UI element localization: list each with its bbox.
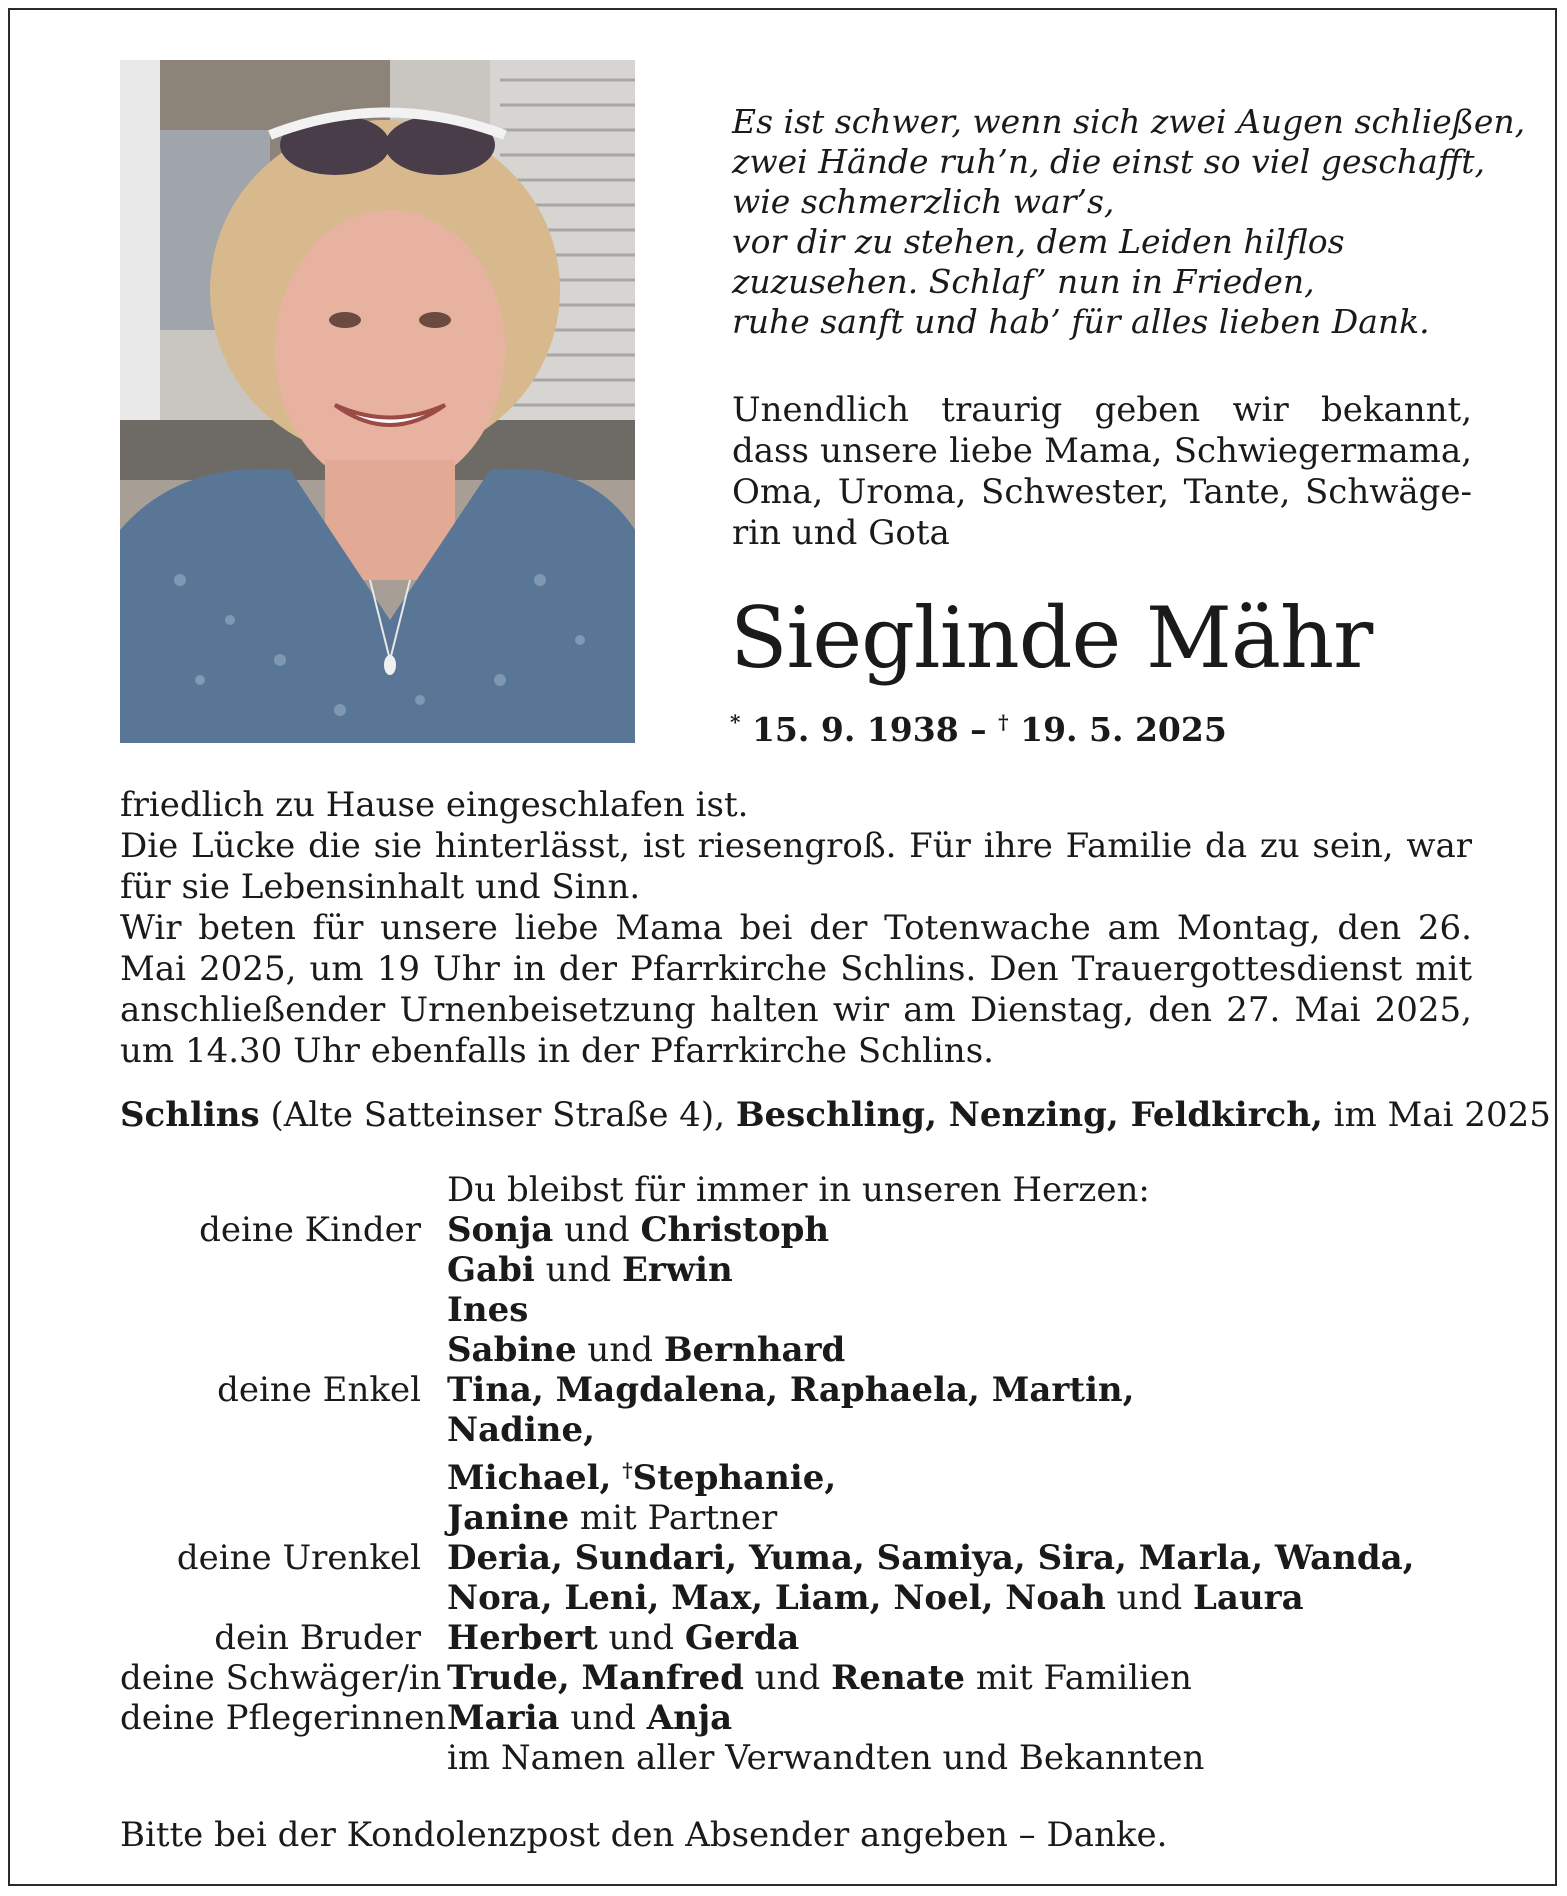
poem-line: vor dir zu stehen, dem Leiden hilflos [732, 222, 1345, 261]
mourner-name: Stephanie, [632, 1458, 837, 1498]
mourner-row: deine Schwäger/in Trude, Manfred und Renate mit Familien [120, 1658, 1192, 1698]
portrait-photo [120, 60, 635, 743]
cross-symbol: † [622, 1458, 633, 1482]
place-date: im Mai 2025 [1322, 1095, 1551, 1135]
mourner-row: dein Bruder Herbert und Gerda [120, 1618, 1520, 1658]
place-others: Beschling, Nenzing, Feldkirch, [735, 1095, 1323, 1135]
body-paragraph: friedlich zu Hause eingeschlafen ist. [120, 785, 749, 825]
mourner-row [120, 1538, 1520, 1578]
poem-line: zuzusehen. Schlaf’ nun in Frieden, [732, 262, 1315, 301]
mourner-name: Deria, Sundari, Yuma, Samiya, Sira, Marla, Wanda, [447, 1538, 1415, 1578]
mourners-intro: Du bleibst für immer in unseren Herzen: [447, 1170, 1150, 1210]
mourner-row [120, 1290, 1520, 1330]
mourner-name: Sabine [447, 1330, 577, 1370]
place-address: (Alte Satteinser Straße 4), [259, 1095, 736, 1135]
relation-label: deine Pflegerinnen [120, 1698, 447, 1738]
date-separator: – [958, 710, 999, 749]
mourner-name: Gerda [684, 1618, 800, 1658]
mourner-row [120, 1450, 1520, 1498]
birth-symbol: * [730, 710, 741, 734]
mourner-name: Trude, Manfred [447, 1658, 744, 1698]
mourner-name: Sonja [447, 1210, 554, 1250]
mourner-name: Christoph [640, 1210, 830, 1250]
relation-label: deine Kinder [199, 1210, 421, 1250]
mourner-name: Nadine, [447, 1410, 595, 1450]
mourner-name: Erwin [621, 1250, 733, 1290]
poem-line: ruhe sanft und hab’ für alles lieben Dank. [732, 302, 1430, 341]
death-symbol: † [998, 710, 1009, 734]
mourner-row: deine Kinder Sonja und Christoph [120, 1210, 1520, 1250]
body-paragraph: Wir beten für unsere liebe Mama bei der Totenwache am Montag, den 26. Mai 2025, um 19 Uhr in der Pfarrkirche Schlins. Den Trauergottesdienst mit anschließender Urnenbeisetzung halten wir am Dienstag, den 27. Mai 2025, um 14.30 Uhr ebenfalls in der Pfarrkirche Schlins. [120, 908, 1472, 1071]
mourner-name: Anja [646, 1698, 733, 1738]
mourner-row: Gabi und Erwin [447, 1250, 733, 1290]
mourner-row: deine Pflegerinnen Maria und Anja [120, 1698, 733, 1738]
life-dates [730, 710, 1227, 749]
mourner-row [120, 1738, 1520, 1778]
mourners-list [120, 1170, 1520, 1778]
mourners-intro-row [120, 1170, 1520, 1210]
mourner-name: Laura [1193, 1578, 1304, 1618]
place-town: Schlins [120, 1095, 260, 1135]
poem [732, 102, 1526, 342]
relation-label: dein Bruder [214, 1618, 421, 1658]
footer-note: Bitte bei der Kondolenzpost den Absender angeben – Danke. [120, 1815, 1168, 1855]
mourner-name: Gabi [447, 1250, 535, 1290]
mourner-name: Michael, [447, 1458, 612, 1498]
mourner-row: Nora, Leni, Max, Liam, Noel, Noah und Laura [447, 1578, 1304, 1618]
mourner-name: Herbert [447, 1618, 598, 1658]
announcement-intro: Unendlich traurig geben wir bekannt, dass unsere liebe Mama, Schwiegermama, Oma, Uroma, Schwester, Tante, Schwäge-rin und Gota [732, 390, 1472, 553]
mourner-name: Bernhard [663, 1330, 846, 1370]
deceased-name: Sieglinde Mähr [730, 589, 1373, 687]
poem-line: Es ist schwer, wenn sich zwei Augen schließen, [732, 102, 1526, 141]
mourner-row: Janine mit Partner [447, 1498, 778, 1538]
place-and-date [120, 1095, 1551, 1136]
relation-label: deine Schwäger/in [120, 1658, 442, 1698]
poem-line: zwei Hände ruh’n, die einst so viel geschafft, [732, 142, 1485, 181]
relation-label: deine Urenkel [176, 1538, 421, 1578]
mourner-name: Tina, Magdalena, Raphaela, Martin, [447, 1370, 1135, 1410]
announcement-body [120, 785, 1472, 1072]
mourner-name: Janine [447, 1498, 570, 1538]
mourner-name: Renate [831, 1658, 966, 1698]
poem-line: wie schmerzlich war’s, [732, 182, 1115, 221]
birth-date: 15. 9. 1938 [751, 710, 959, 749]
mourner-row [120, 1370, 1520, 1410]
mourners-closing: im Namen aller Verwandten und Bekannten [447, 1738, 1205, 1778]
body-paragraph: Die Lücke die sie hinterlässt, ist riesengroß. Für ihre Familie da zu sein, war für sie Lebensinhalt und Sinn. [120, 826, 1472, 907]
mourner-name: Nora, Leni, Max, Liam, Noel, Noah [447, 1578, 1106, 1618]
mourner-name: Maria [447, 1698, 560, 1738]
death-date: 19. 5. 2025 [1020, 710, 1227, 749]
mourner-row: Sabine und Bernhard [447, 1330, 846, 1370]
mourner-row [120, 1410, 1520, 1450]
relation-label: deine Enkel [217, 1370, 421, 1410]
mourner-name: Ines [447, 1290, 529, 1330]
